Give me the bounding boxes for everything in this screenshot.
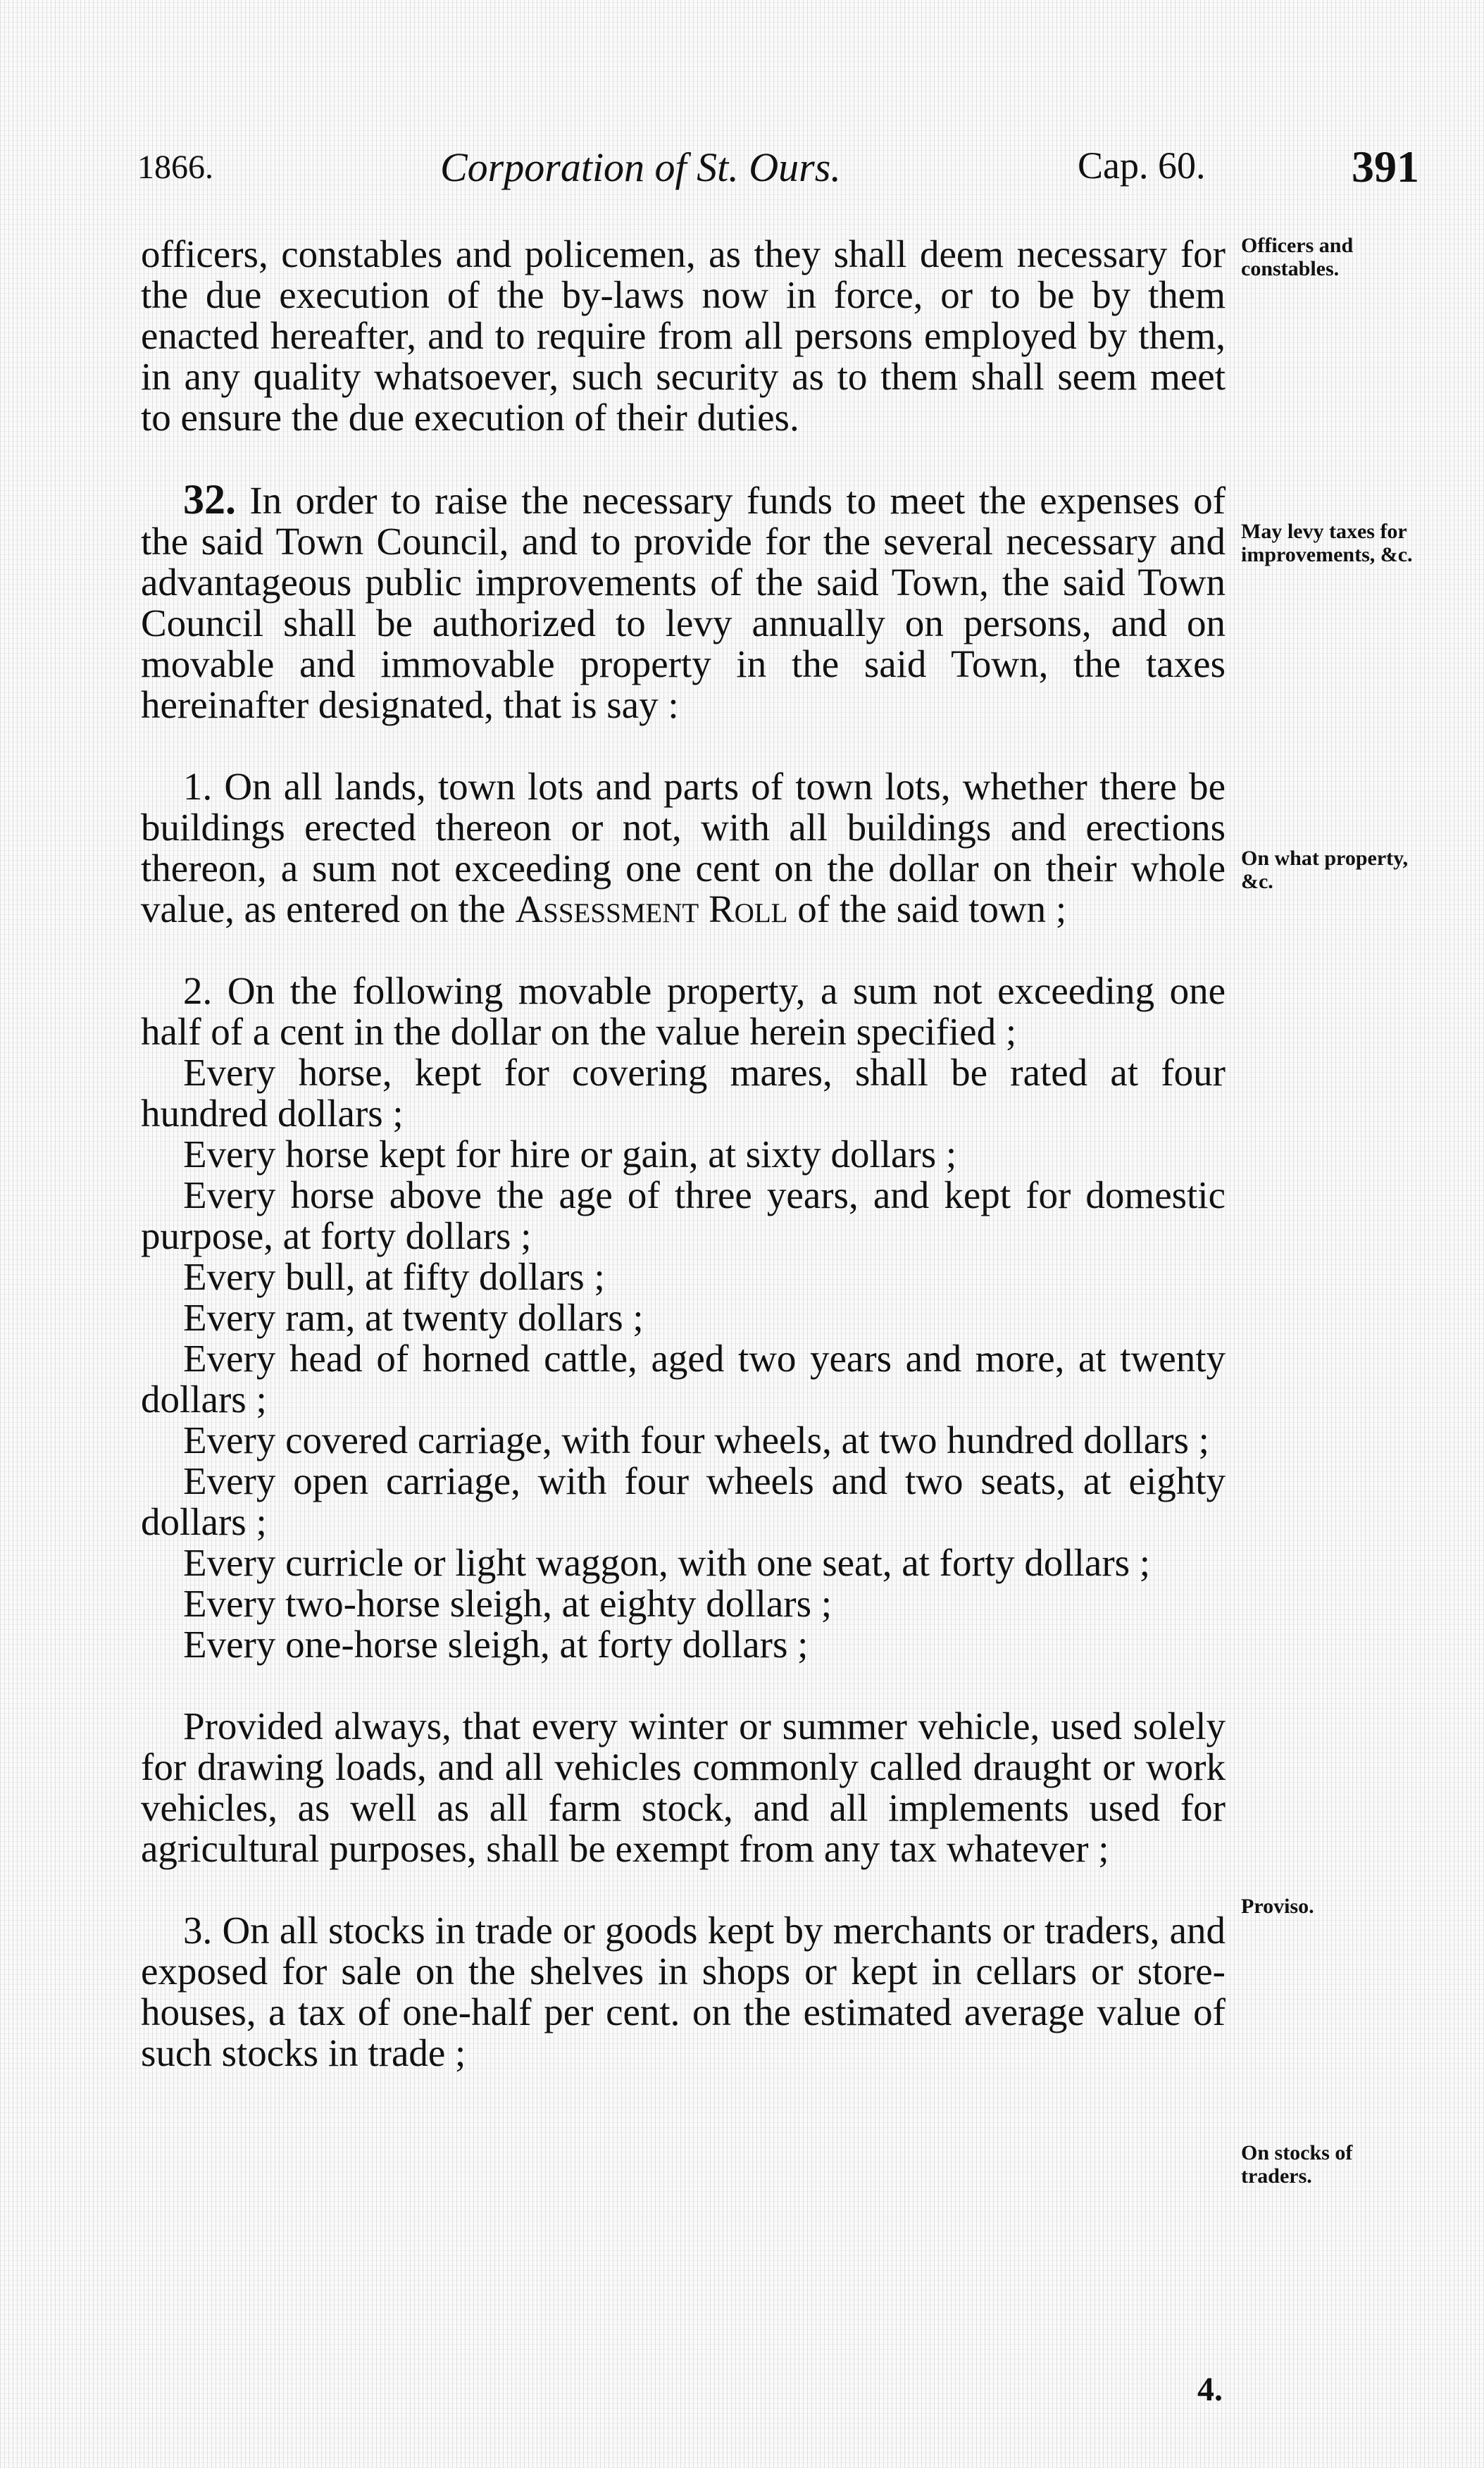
rate-line: Every head of horned cattle, aged two years and more, at twenty dollars ;: [141, 1337, 1226, 1421]
rate-line: Every two-horse sleigh, at eighty dollars ;: [183, 1582, 833, 1625]
header-title: Corporation of St. Ours.: [440, 144, 841, 190]
margin-note-stocks: On stocks of traders.: [1241, 2141, 1353, 2188]
rate-line: Every open carriage, with four wheels and two seats, at eighty dollars ;: [141, 1459, 1226, 1543]
running-header: [137, 141, 1419, 197]
header-year: 1866.: [137, 149, 213, 186]
item-1: [141, 766, 1226, 930]
paragraph-continued: officers, constables and policemen, as they shall deem necessary for the due execution of the by-laws now in force, or to be by them enacted hereafter, and to require from all persons employed by them, in any quality whatsoever, such security as to them shall seem meet to ensure the due execution of their duties.: [141, 232, 1226, 439]
rate-line: Every horse above the age of three years, and kept for domestic purpose, at forty dollars ;: [141, 1173, 1226, 1257]
rate-line: Every horse kept for hire or gain, at sixty dollars ;: [183, 1133, 957, 1176]
item-3: 3. On all stocks in trade or goods kept by merchants or traders, and exposed for sale on the shelves in shops or kept in cellars or store-houses, a tax of one-half per cent. on the estimated average value of such stocks in trade ;: [141, 1909, 1226, 2074]
margin-note-proviso: Proviso.: [1241, 1895, 1314, 1918]
item-2: 2. On the following movable property, a sum not exceeding one half of a cent in the dollar on the value herein specified ;: [141, 969, 1226, 1053]
margin-note-levy: May levy taxes for improvements, &c.: [1241, 520, 1413, 566]
page-body: [141, 234, 1226, 2074]
header-chapter: Cap. 60.: [1078, 144, 1206, 187]
rate-line: Every ram, at twenty dollars ;: [183, 1296, 644, 1339]
section-32: [141, 476, 1226, 726]
rate-line: Every covered carriage, with four wheels, at two hundred dollars ;: [183, 1419, 1209, 1462]
rate-line: Every horse, kept for covering mares, shall be rated at four hundred dollars ;: [141, 1051, 1226, 1135]
proviso-paragraph: Provided always, that every winter or summer vehicle, used solely for drawing loads, and all vehicles commonly called draught or work vehicles, as well as all farm stock, and all implements used for agricultural purposes, shall be exempt from any tax whatever ;: [141, 1704, 1226, 1870]
rate-line: Every one-horse sleigh, at forty dollars ;: [183, 1623, 809, 1666]
item-1-assessment-roll: Assessment Roll: [515, 887, 788, 930]
section-number: 32.: [183, 476, 236, 523]
rate-line: Every curricle or light waggon, with one seat, at forty dollars ;: [183, 1541, 1151, 1584]
page-number: 391: [1352, 142, 1419, 192]
catchword: 4.: [1197, 2371, 1223, 2408]
rate-line: Every bull, at fifty dollars ;: [183, 1255, 605, 1298]
item-1-text-a: 1. On all lands, town lots and parts of town lots, whether there be buildings erected thereon or not, with all buildings and erections thereon, a sum not exceeding one cent on the dollar on their whole value, as entered on the: [141, 765, 1226, 930]
margin-note-officers: Officers and constables.: [1241, 234, 1354, 280]
section-32-text: In order to raise the necessary funds to meet the expenses of the said Town Council, and to provide for the several necessary and advantageous public improvements of the said Town, the said Town Council shall be authorized to levy annually on persons, and on movable and immovable property in the said Town, the taxes hereinafter designated, that is say :: [141, 479, 1226, 726]
item-1-text-b: of the said town ;: [787, 887, 1067, 930]
margin-note-property: On what property, &c.: [1241, 847, 1408, 893]
